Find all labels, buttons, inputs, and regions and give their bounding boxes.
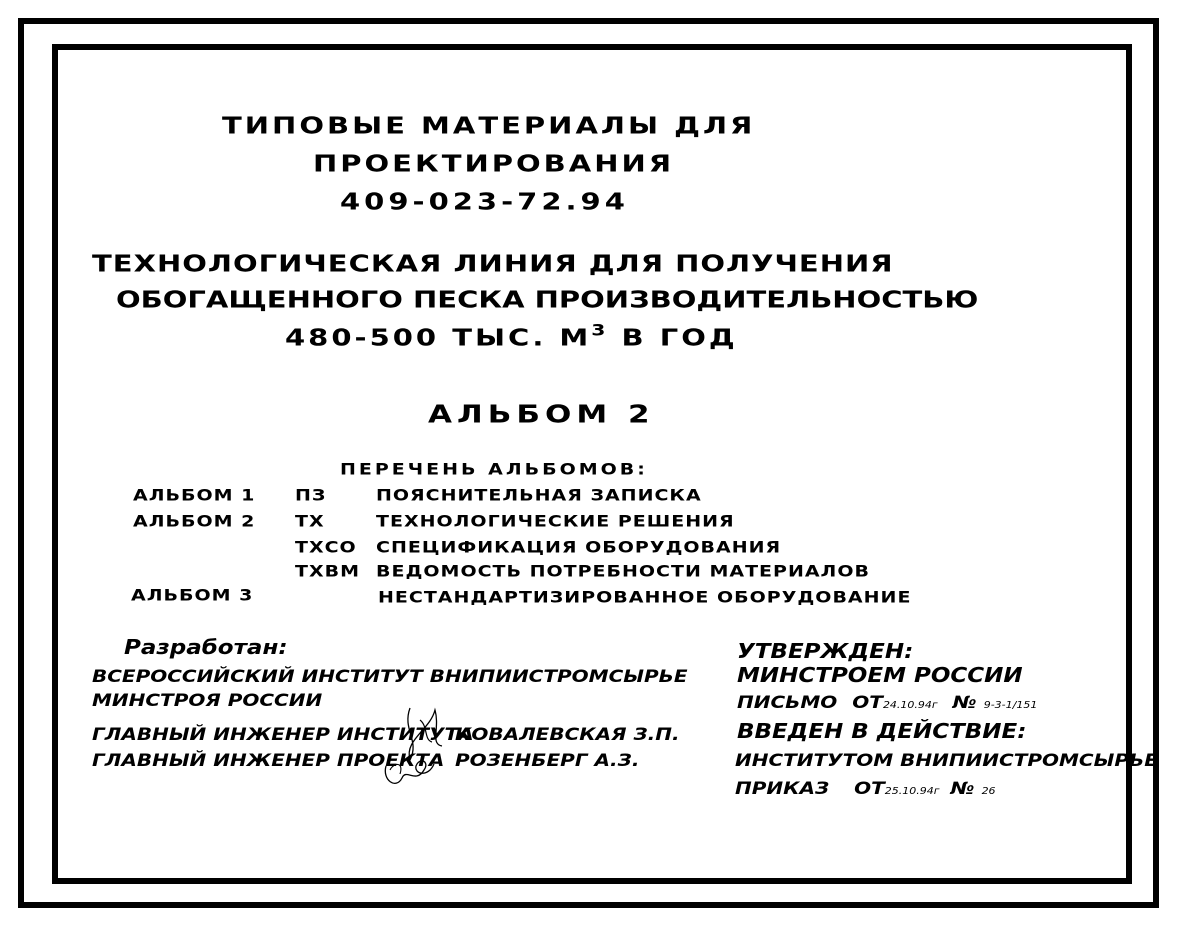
list-row-5-album: АЛЬБОМ 3 <box>131 586 254 605</box>
enacted-by: ИНСТИТУТОМ ВНИПИИСТРОМСЫРЬЕ <box>735 750 1158 771</box>
list-row-3-desc: СПЕЦИФИКАЦИЯ ОБОРУДОВАНИЯ <box>376 538 782 557</box>
approval-letter-from: ОТ <box>852 692 883 713</box>
enacted-heading: ВВЕДЕН В ДЕЙСТВИЕ: <box>737 720 1027 744</box>
developed-org-2: МИНСТРОЯ РОССИИ <box>92 690 323 711</box>
chief-project-engineer-role: ГЛАВНЫЙ ИНЖЕНЕР ПРОЕКТА <box>92 750 445 771</box>
developed-heading: Разработан: <box>124 636 288 660</box>
list-row-3-code: ТХСО <box>295 538 357 557</box>
order-number-label: № <box>950 778 975 799</box>
title-line-2: ОБОГАЩЕННОГО ПЕСКА ПРОИЗВОДИТЕЛЬНОСТЬЮ <box>116 286 979 314</box>
order-number: 26 <box>981 785 996 797</box>
list-row-1-desc: ПОЯСНИТЕЛЬНАЯ ЗАПИСКА <box>376 486 702 505</box>
order-from: ОТ <box>854 778 885 799</box>
order-line <box>735 778 996 798</box>
signatures-graphic <box>380 700 460 800</box>
approval-letter-line <box>737 692 1037 712</box>
album-label: АЛЬБОМ 2 <box>428 400 655 429</box>
albums-list-heading: ПЕРЕЧЕНЬ АЛЬБОМОВ: <box>340 460 648 479</box>
chief-engineer-institute-role: ГЛАВНЫЙ ИНЖЕНЕР ИНСТИТУТА <box>92 724 474 745</box>
list-row-4-desc: ВЕДОМОСТЬ ПОТРЕБНОСТИ МАТЕРИАЛОВ <box>376 562 870 581</box>
title-line-3: 480-500 ТЫС. $М^3$ В ГОД <box>285 320 738 352</box>
order-date: 25.10.94г <box>884 785 940 797</box>
list-row-1-album: АЛЬБОМ 1 <box>133 486 256 505</box>
list-row-2-desc: ТЕХНОЛОГИЧЕСКИЕ РЕШЕНИЯ <box>376 512 735 531</box>
header-line-2: ПРОЕКТИРОВАНИЯ <box>313 150 675 178</box>
order-label: ПРИКАЗ <box>735 778 830 799</box>
approval-letter-date: 24.10.94г <box>882 699 938 711</box>
list-row-5-desc: НЕСТАНДАРТИЗИРОВАННОЕ ОБОРУДОВАНИЕ <box>378 588 912 607</box>
list-row-2-code: ТХ <box>295 512 325 531</box>
approval-letter-number: 9-3-1/151 <box>983 699 1038 711</box>
approved-heading: УТВЕРЖДЕН: <box>737 640 914 664</box>
list-row-2-album: АЛЬБОМ 2 <box>133 512 256 531</box>
header-line-1: ТИПОВЫЕ МАТЕРИАЛЫ ДЛЯ <box>222 112 756 140</box>
title-line-1: ТЕХНОЛОГИЧЕСКАЯ ЛИНИЯ ДЛЯ ПОЛУЧЕНИЯ <box>92 250 894 278</box>
approval-letter-label: ПИСЬМО <box>737 692 838 713</box>
developed-org-1: ВСЕРОССИЙСКИЙ ИНСТИТУТ ВНИПИИСТРОМСЫРЬЕ <box>92 666 688 687</box>
approval-letter-number-label: № <box>952 692 977 713</box>
chief-project-engineer-name: РОЗЕНБЕРГ А.З. <box>455 750 640 771</box>
approved-org: МИНСТРОЕМ РОССИИ <box>737 664 1023 688</box>
list-row-1-code: ПЗ <box>295 486 327 505</box>
list-row-4-code: ТХВМ <box>295 562 360 581</box>
header-code: 409-023-72.94 <box>340 188 629 216</box>
chief-engineer-institute-name: КОВАЛЕВСКАЯ З.П. <box>455 724 680 745</box>
